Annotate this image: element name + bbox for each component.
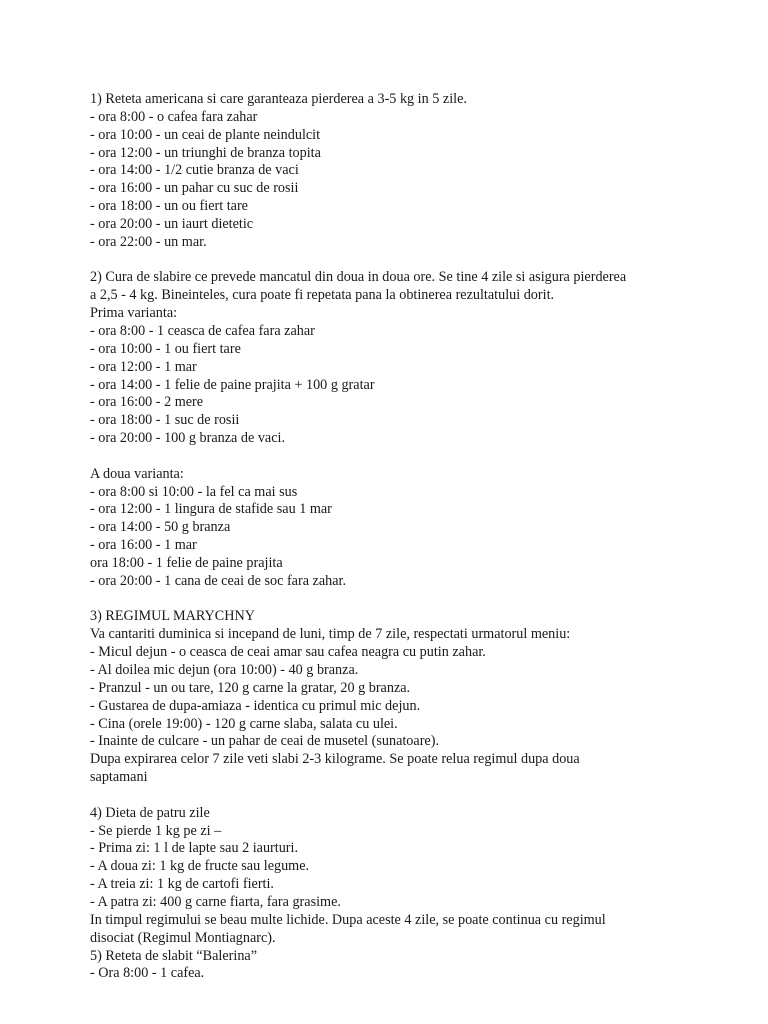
section-heading: 1) Reteta americana si care garanteaza pierderea a 3-5 kg in 5 zile. xyxy=(90,91,467,107)
list-item: - Cina (orele 19:00) - 120 g carne slaba, salata cu ulei. xyxy=(90,715,398,732)
list-item: - ora 20:00 - 100 g branza de vaci. xyxy=(90,430,286,447)
list-item: - ora 10:00 - un ceai de plante neindulcit xyxy=(90,126,321,143)
list-item: - ora 10:00 - 1 ou fiert tare xyxy=(90,340,241,357)
list-item: - ora 8:00 si 10:00 - la fel ca mai sus xyxy=(90,483,298,500)
list-item: - ora 14:00 - 50 g branza xyxy=(90,519,231,536)
list-item: - Se pierde 1 kg pe zi – xyxy=(90,822,222,839)
list-item: - Gustarea de dupa-amiaza - identica cu primul mic dejun. xyxy=(90,697,421,714)
list-item: - Ora 8:00 - 1 cafea. xyxy=(90,965,205,982)
section-4-5-block xyxy=(90,805,750,983)
list-item: - ora 8:00 - 1 ceasca de cafea fara zahar xyxy=(90,322,315,339)
list-item: - Inainte de culcare - un pahar de ceai de musetel (sunatoare). xyxy=(90,733,439,750)
intro-line: Va cantariti duminica si incepand de luni, timp de 7 zile, respectati urmatorul meniu: xyxy=(90,626,571,643)
list-item: - Prima zi: 1 l de lapte sau 2 iaurturi. xyxy=(90,840,299,857)
list-item: - ora 14:00 - 1 felie de paine prajita + 100 g gratar xyxy=(90,376,375,393)
list-item: - ora 14:00 - 1/2 cutie branza de vaci xyxy=(90,162,299,179)
section-3-block xyxy=(90,608,750,786)
section-heading-continuation: a 2,5 - 4 kg. Bineinteles, cura poate fi repetata pana la obtinerea rezultatului dorit. xyxy=(90,287,555,304)
list-item: - A doua zi: 1 kg de fructe sau legume. xyxy=(90,858,310,875)
section-1-block xyxy=(90,91,750,252)
paragraph-line: Dupa expirarea celor 7 zile veti slabi 2-3 kilograme. Se poate relua regimul dupa doua xyxy=(90,751,580,768)
list-item: - ora 16:00 - un pahar cu suc de rosii xyxy=(90,180,299,197)
paragraph-line: saptamani xyxy=(90,769,148,786)
list-item: - ora 16:00 - 2 mere xyxy=(90,394,204,411)
list-item: - ora 12:00 - 1 mar xyxy=(90,358,197,375)
list-item: - ora 22:00 - un mar. xyxy=(90,233,207,250)
subheading: A doua varianta: xyxy=(90,465,184,482)
section-2-variant-2-block xyxy=(90,466,750,591)
list-item: - Micul dejun - o ceasca de ceai amar sau cafea neagra cu putin zahar. xyxy=(90,644,486,661)
list-item: ora 18:00 - 1 felie de paine prajita xyxy=(90,554,283,571)
section-heading: 3) REGIMUL MARYCHNY xyxy=(90,608,255,625)
subheading: Prima varianta: xyxy=(90,305,178,322)
list-item: - A treia zi: 1 kg de cartofi fierti. xyxy=(90,876,274,893)
list-item: - ora 12:00 - un triunghi de branza topita xyxy=(90,144,321,161)
section-heading: 4) Dieta de patru zile xyxy=(90,804,210,821)
list-item: - ora 18:00 - 1 suc de rosii xyxy=(90,412,240,429)
list-item: - Al doilea mic dejun (ora 10:00) - 40 g branza. xyxy=(90,662,359,678)
section-heading: 5) Reteta de slabit “Balerina” xyxy=(90,947,258,964)
paragraph-line: In timpul regimului se beau multe lichide. Dupa aceste 4 zile, se poate continua cu regimul xyxy=(90,911,606,928)
paragraph-line: disociat (Regimul Montiagnarc). xyxy=(90,929,276,946)
list-item: - ora 8:00 - o cafea fara zahar xyxy=(90,108,258,125)
list-item: - ora 20:00 - un iaurt dietetic xyxy=(90,215,254,232)
list-item: - ora 18:00 - un ou fiert tare xyxy=(90,198,248,215)
section-heading: 2) Cura de slabire ce prevede mancatul din doua in doua ore. Se tine 4 zile si asigura pierderea xyxy=(90,269,627,286)
list-item: - ora 20:00 - 1 cana de ceai de soc fara zahar. xyxy=(90,572,347,589)
list-item: - A patra zi: 400 g carne fiarta, fara grasime. xyxy=(90,893,341,910)
list-item: - ora 12:00 - 1 lingura de stafide sau 1 mar xyxy=(90,501,332,518)
section-2-block xyxy=(90,269,750,447)
document-body xyxy=(90,91,750,983)
list-item: - ora 16:00 - 1 mar xyxy=(90,537,197,554)
list-item: - Pranzul - un ou tare, 120 g carne la gratar, 20 g branza. xyxy=(90,679,411,696)
